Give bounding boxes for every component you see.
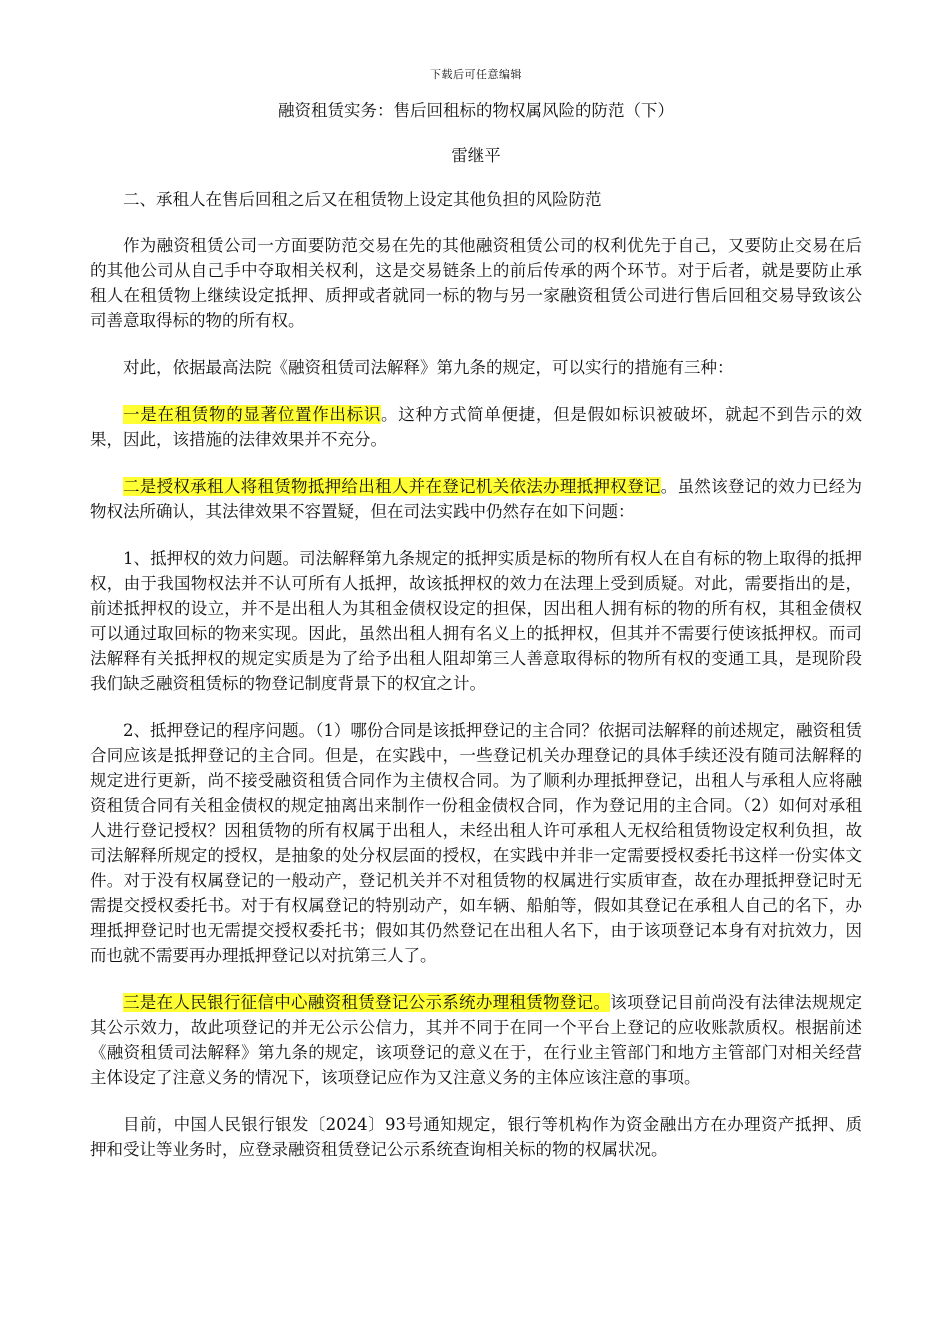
paragraph-issue-1	[90, 546, 862, 696]
paragraph-text: 1、抵押权的效力问题。司法解释第九条规定的抵押实质是标的物所有权人在自有标的物上取得的抵押权，由于我国物权法并不认可所有人抵押，故该抵押权的效力在法理上受到质疑。对此，需要指出的是，前述抵押权的设立，并不是出租人为其租金债权设定的担保，因出租人拥有标的物的所有权，其租金债权可以通过取回标的物来实现。因此，虽然出租人拥有名义上的抵押权，但其并不需要行使该抵押权。而司法解释有关抵押权的规定实质是为了给予出租人阻却第三人善意取得标的物所有权的变通工具，是现阶段我们缺乏融资租赁标的物登记制度背景下的权宜之计。	[90, 549, 862, 693]
paragraph-measure-2	[90, 474, 862, 524]
paragraph-text: 2、抵押登记的程序问题。（1）哪份合同是该抵押登记的主合同？依据司法解释的前述规定，融资租赁合同应该是抵押登记的主合同。但是，在实践中，一些登记机关办理登记的具体手续还没有随司法解释的规定进行更新，尚不接受融资租赁合同作为主债权合同。为了顺利办理抵押登记，出租人与承租人应将融资租赁合同有关租金债权的规定抽离出来制作一份租金债权合同，作为登记用的主合同。（2）如何对承租人进行登记授权？因租赁物的所有权属于出租人，未经出租人许可承租人无权给租赁物设定权利负担，故司法解释所规定的授权，是抽象的处分权层面的授权，在实践中并非一定需要授权委托书这样一份实体文件。对于没有权属登记的一般动产，登记机关并不对租赁物的权属进行实质审查，故在办理抵押登记时无需提交授权委托书。对于有权属登记的特别动产，如车辆、船舶等，假如其登记在承租人自己的名下，办理抵押登记时也无需提交授权委托书；假如其仍然登记在出租人名下，由于该项登记本身有对抗效力，因而也就不需要再办理抵押登记以对抗第三人了。	[90, 721, 862, 965]
document-title: 融资租赁实务：售后回租标的物权属风险的防范（下）	[278, 101, 674, 120]
section-heading: 二、承租人在售后回租之后又在租赁物上设定其他负担的风险防范	[123, 190, 602, 209]
highlighted-text: 二是授权承租人将租赁物抵押给出租人并在登记机关依法办理抵押权登记	[123, 477, 661, 496]
paragraph-last	[90, 1112, 862, 1162]
paragraph-measure-1	[90, 402, 862, 452]
paragraph-measure-3	[90, 990, 862, 1090]
paragraph-text: 该项登记目前尚没有法律法规规定其公示效力，故此项登记的并无公示公信力，其并不同于在同一个平台上登记的应收账款质权。根据前述《融资租赁司法解释》第九条的规定，该项登记的意义在于，在行业主管部门和地方主管部门对相关经营主体设定了注意义务的情况下，该项登记应作为又注意义务的主体应该注意的事项。	[90, 993, 863, 1087]
paragraph-1	[90, 233, 862, 333]
paragraph-text: 。虽然该登记的效力已经为物权法所确认，其法律效果不容置疑，但在司法实践中仍然存在如下问题：	[90, 477, 863, 521]
highlighted-text: 一是在租赁物的显著位置作出标识	[123, 405, 382, 424]
author-name: 雷继平	[451, 146, 501, 165]
header-note: 下载后可任意编辑	[430, 68, 522, 81]
highlighted-text: 三是在人民银行征信中心融资租赁登记公示系统办理租赁物登记。	[123, 993, 611, 1012]
paragraph-text: 作为融资租赁公司一方面要防范交易在先的其他融资租赁公司的权利优先于自己，又要防止交易在后的其他公司从自己手中夺取相关权利，这是交易链条上的前后传承的两个环节。对于后者，就是要防止承租人在租赁物上继续设定抵押、质押或者就同一标的物与另一家融资租赁公司进行售后回租交易导致该公司善意取得标的物的所有权。	[90, 236, 862, 330]
paragraph-2	[90, 355, 862, 380]
paragraph-text: 目前，中国人民银行银发〔2024〕93号通知规定，银行等机构作为资金融出方在办理资产抵押、质押和受让等业务时，应登录融资租赁登记公示系统查询相关标的物的权属状况。	[90, 1115, 862, 1159]
paragraph-text: 。这种方式简单便捷，但是假如标识被破坏，就起不到告示的效果，因此，该措施的法律效果并不充分。	[90, 405, 863, 449]
paragraph-text: 对此，依据最高法院《融资租赁司法解释》第九条的规定，可以实行的措施有三种：	[123, 358, 734, 377]
paragraph-issue-2	[90, 718, 862, 968]
